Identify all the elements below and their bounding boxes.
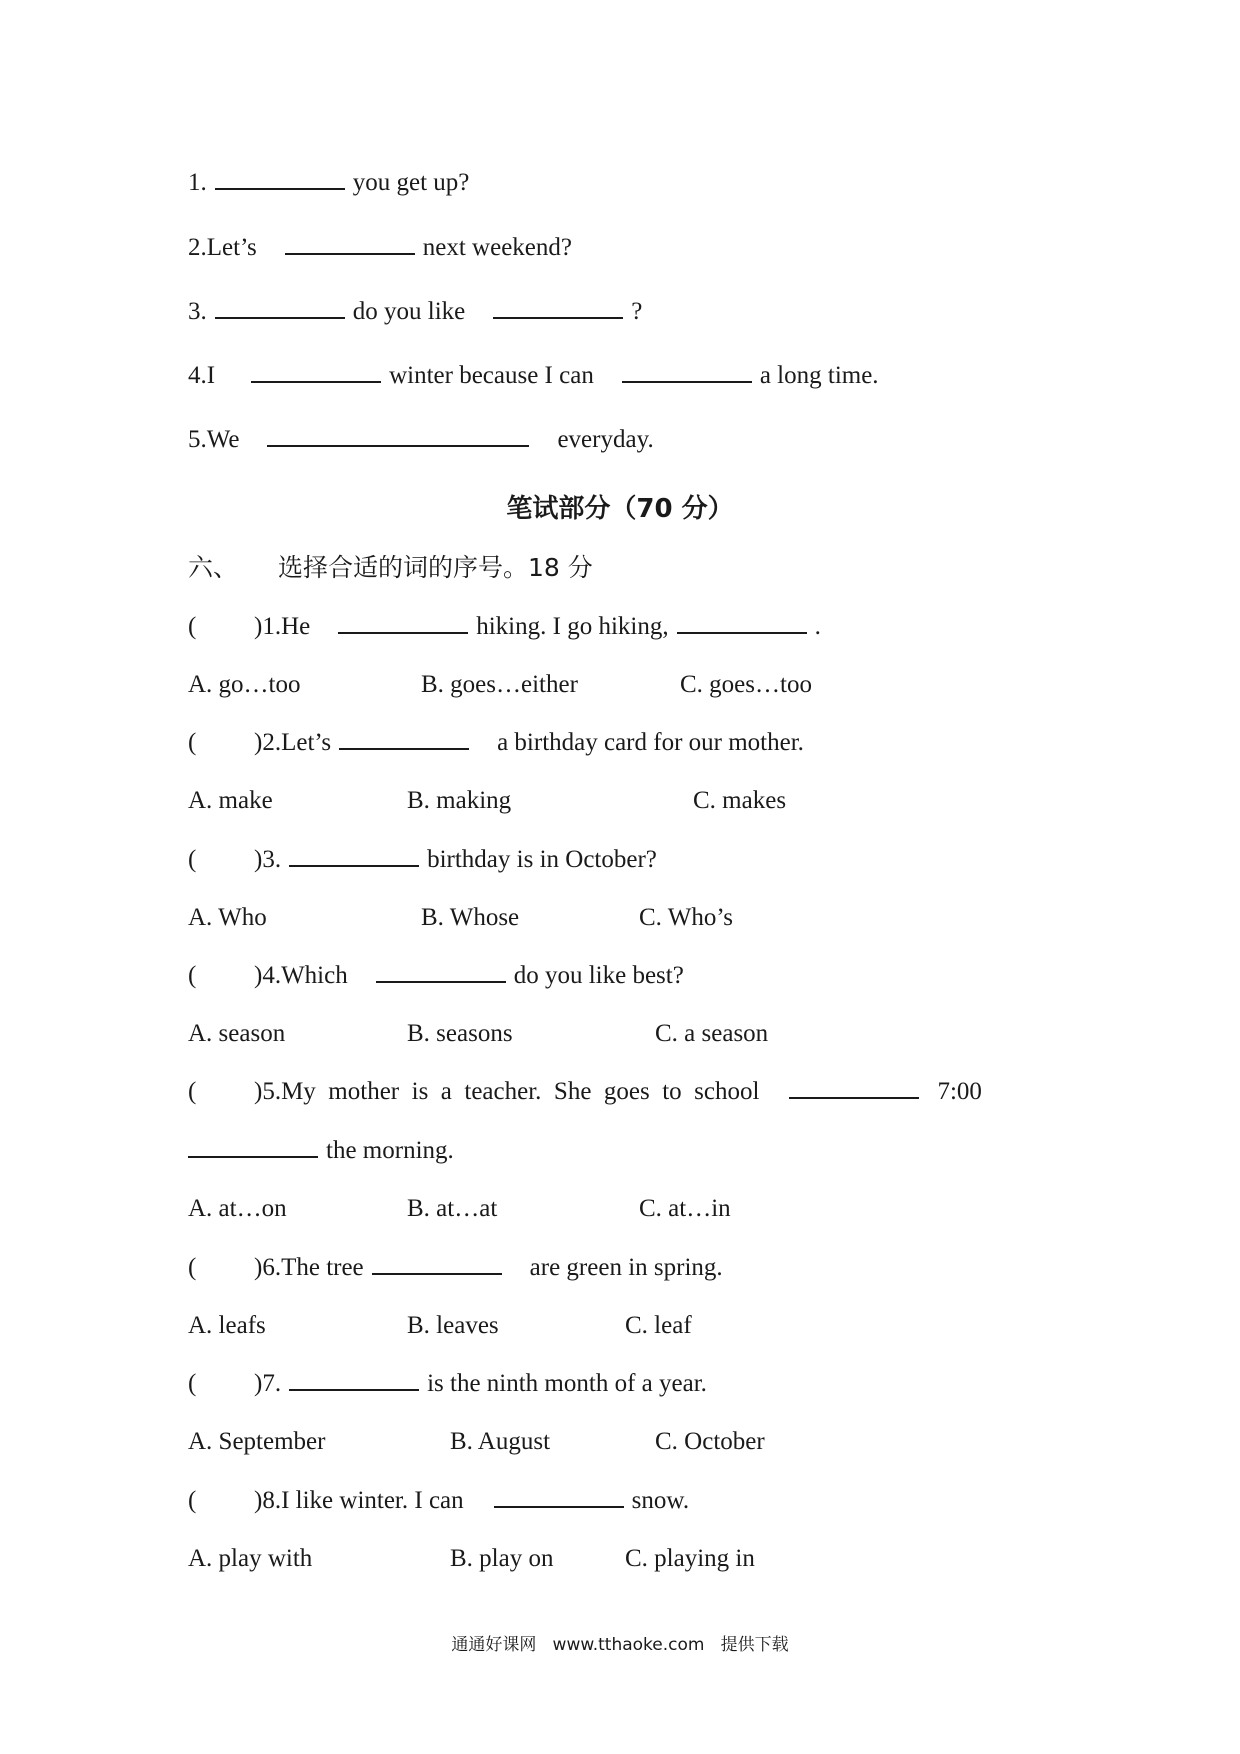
section-instructions: 选择合适的词的序号。18 分: [278, 553, 593, 582]
question-text: hiking. I go hiking,: [476, 613, 669, 640]
question-3: [188, 842, 657, 878]
answer-paren[interactable]: (: [188, 1078, 197, 1105]
options-8: [188, 1541, 1088, 1577]
answer-blank[interactable]: [677, 612, 807, 634]
answer-blank[interactable]: [215, 168, 345, 190]
answer-blank[interactable]: [267, 425, 529, 447]
question-text: snow.: [631, 1487, 690, 1514]
page-footer: 通通好课网 www.tthaoke.com 提供下载: [451, 1635, 789, 1655]
question-text: )3.: [254, 846, 282, 873]
answer-paren[interactable]: (: [188, 962, 197, 989]
sentence-text: ?: [631, 298, 643, 325]
question-text: )4.Which: [254, 962, 348, 989]
answer-blank[interactable]: [188, 1136, 318, 1158]
question-text: .: [814, 613, 821, 640]
option-a[interactable]: A. Who: [188, 904, 267, 931]
option-b[interactable]: B. play on: [450, 1545, 554, 1572]
question-text: is the ninth month of a year.: [427, 1370, 707, 1397]
option-c[interactable]: C. a season: [655, 1020, 769, 1047]
answer-blank[interactable]: [494, 1486, 624, 1508]
answer-paren[interactable]: (: [188, 729, 197, 756]
option-a[interactable]: A. make: [188, 787, 273, 814]
option-a[interactable]: A. leafs: [188, 1312, 266, 1339]
fill-in-line-1: [188, 165, 469, 201]
question-text: birthday is in October?: [427, 846, 657, 873]
answer-paren[interactable]: (: [188, 1370, 197, 1397]
option-b[interactable]: B. making: [407, 787, 512, 814]
option-a[interactable]: A. season: [188, 1020, 286, 1047]
option-b[interactable]: B. August: [450, 1428, 551, 1455]
answer-blank[interactable]: [338, 612, 468, 634]
option-b[interactable]: B. goes…either: [421, 671, 578, 698]
question-4: [188, 958, 684, 994]
option-b[interactable]: B. seasons: [407, 1020, 513, 1047]
question-5-continued: [188, 1133, 454, 1169]
written-section-heading: 笔试部分（70 分）: [506, 494, 734, 524]
option-a[interactable]: A. September: [188, 1428, 326, 1455]
item-number: 4.I: [188, 362, 216, 389]
answer-blank[interactable]: [251, 361, 381, 383]
answer-blank[interactable]: [493, 297, 623, 319]
question-text: )8.I like winter. I can: [254, 1487, 464, 1514]
answer-blank[interactable]: [215, 297, 345, 319]
options-4: [188, 1016, 1088, 1052]
question-text: )2.Let’s: [254, 729, 332, 756]
answer-blank[interactable]: [376, 961, 506, 983]
sentence-text: winter because I can: [389, 362, 594, 389]
option-b[interactable]: B. at…at: [407, 1195, 498, 1222]
sentence-text: you get up?: [352, 169, 470, 196]
options-6: [188, 1308, 1088, 1344]
item-number: 3.: [188, 298, 207, 325]
section-six-title: [188, 550, 593, 586]
option-c[interactable]: C. leaf: [625, 1312, 692, 1339]
answer-blank[interactable]: [339, 728, 469, 750]
options-7: [188, 1424, 1088, 1460]
answer-blank[interactable]: [289, 845, 419, 867]
answer-blank[interactable]: [789, 1077, 919, 1099]
answer-blank[interactable]: [285, 233, 415, 255]
fill-in-line-2: [188, 230, 572, 266]
sentence-text: do you like: [352, 298, 466, 325]
question-text: )1.He: [254, 613, 311, 640]
question-6: [188, 1250, 723, 1286]
option-c[interactable]: C. playing in: [625, 1545, 755, 1572]
answer-blank[interactable]: [622, 361, 752, 383]
question-2: [188, 725, 804, 761]
question-text: are green in spring.: [529, 1254, 723, 1281]
option-c[interactable]: C. October: [655, 1428, 765, 1455]
option-c[interactable]: C. goes…too: [680, 671, 812, 698]
sentence-text: everyday.: [557, 426, 654, 453]
item-number: 2.Let’s: [188, 234, 257, 261]
item-number: 5.We: [188, 426, 240, 453]
answer-paren[interactable]: (: [188, 1487, 197, 1514]
option-c[interactable]: C. Who’s: [639, 904, 733, 931]
options-5: [188, 1191, 1088, 1227]
question-text: the morning.: [326, 1137, 454, 1164]
question-1: [188, 609, 821, 645]
question-8: [188, 1483, 689, 1519]
sentence-text: a long time.: [759, 362, 879, 389]
options-1: [188, 667, 1088, 703]
option-b[interactable]: B. leaves: [407, 1312, 499, 1339]
option-c[interactable]: C. makes: [693, 787, 787, 814]
sentence-text: next weekend?: [422, 234, 572, 261]
option-c[interactable]: C. at…in: [639, 1195, 731, 1222]
option-a[interactable]: A. play with: [188, 1545, 313, 1572]
question-text: a birthday card for our mother.: [497, 729, 804, 756]
option-a[interactable]: A. go…too: [188, 671, 301, 698]
question-text: 7:00: [937, 1078, 982, 1105]
question-text: )6.The tree: [254, 1254, 364, 1281]
answer-blank[interactable]: [289, 1369, 419, 1391]
options-3: [188, 900, 1088, 936]
option-b[interactable]: B. Whose: [421, 904, 520, 931]
question-text: )5.My mother is a teacher. She goes to school: [254, 1078, 760, 1105]
section-number: 六、: [188, 553, 239, 582]
fill-in-line-3: [188, 294, 642, 330]
question-5: [188, 1074, 982, 1110]
answer-paren[interactable]: (: [188, 846, 197, 873]
fill-in-line-5: [188, 422, 654, 458]
question-text: )7.: [254, 1370, 282, 1397]
option-a[interactable]: A. at…on: [188, 1195, 287, 1222]
item-number: 1.: [188, 169, 207, 196]
answer-paren[interactable]: (: [188, 1254, 197, 1281]
options-2: [188, 783, 1088, 819]
question-7: [188, 1366, 707, 1402]
answer-blank[interactable]: [372, 1253, 502, 1275]
fill-in-line-4: [188, 358, 879, 394]
answer-paren[interactable]: (: [188, 613, 197, 640]
question-text: do you like best?: [513, 962, 684, 989]
